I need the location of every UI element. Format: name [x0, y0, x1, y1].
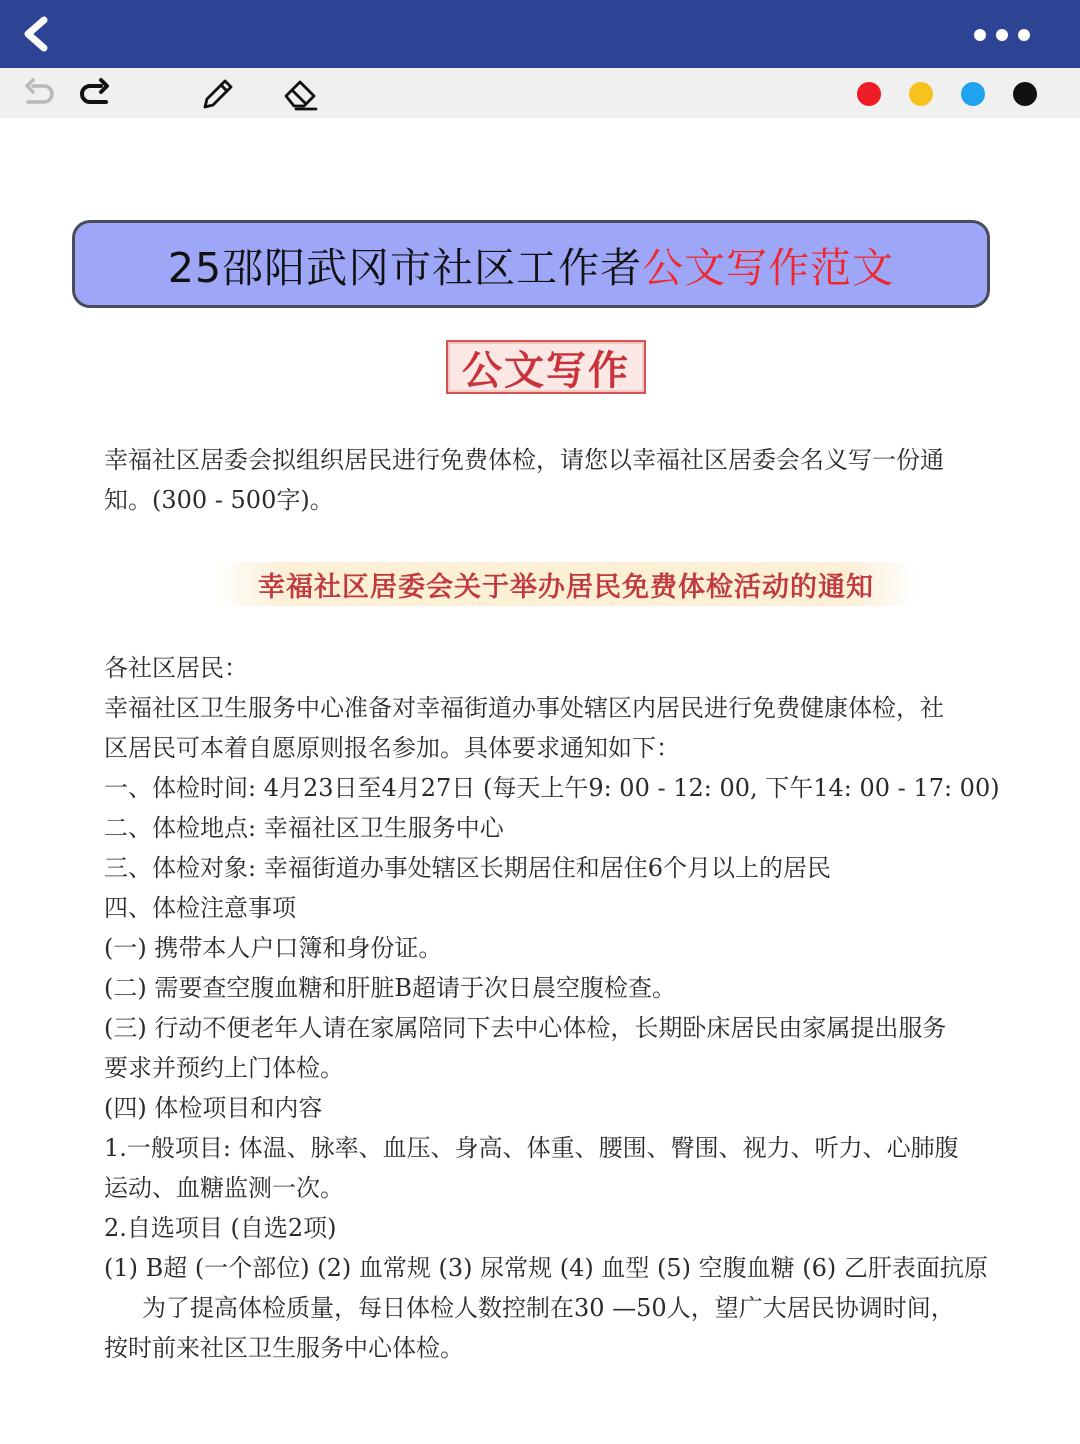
redo-button[interactable]: [78, 76, 114, 112]
notice-line: (二) 需要查空腹血糖和肝脏B超请于次日晨空腹检查。: [104, 974, 676, 1002]
redo-icon: [78, 76, 114, 112]
notice-line: 2.自选项目 (自选2项): [104, 1214, 337, 1242]
undo-button[interactable]: [20, 76, 56, 112]
title-banner: [72, 220, 990, 308]
banner-title-highlight: 公文写作范文: [642, 243, 895, 292]
notice-line: 按时前来社区卫生服务中心体检。: [104, 1334, 464, 1362]
eraser-icon: [282, 76, 318, 112]
top-nav-bar: [0, 0, 1080, 68]
notice-line: 为了提高体检质量，每日体检人数控制在30 —50人，望广大居民协调时间，: [142, 1294, 955, 1322]
notice-line: (一) 携带本人户口簿和身份证。: [104, 934, 443, 962]
notice-line: 二、体检地点: 幸福社区卫生服务中心: [104, 814, 504, 842]
banner-title: [168, 235, 894, 294]
more-dot-icon: [996, 29, 1008, 41]
pencil-icon: [198, 76, 234, 112]
color-yellow-swatch[interactable]: [909, 82, 933, 106]
notice-line: 运动、血糖监测一次。: [104, 1174, 344, 1202]
notice-line: (三) 行动不便老年人请在家属陪同下去中心体检，长期卧床居民由家属提出服务: [104, 1014, 947, 1042]
section-stamp: [446, 340, 646, 394]
notice-line: 各社区居民：: [104, 654, 248, 682]
notice-body: [104, 648, 1004, 1368]
notice-line: 三、体检对象: 幸福街道办事处辖区长期居住和居住6个月以上的居民: [104, 854, 831, 882]
question-prompt: [104, 440, 994, 520]
undo-icon: [20, 76, 56, 112]
notice-title: 幸福社区居委会关于举办居民免费体检活动的通知: [258, 571, 874, 603]
banner-title-main: 25邵阳武冈市社区工作者: [167, 243, 643, 292]
eraser-button[interactable]: [282, 76, 318, 112]
stamp-label: 公文写作: [462, 346, 630, 394]
more-dot-icon: [974, 29, 986, 41]
color-blue-swatch[interactable]: [961, 82, 985, 106]
chevron-left-icon: [14, 12, 58, 56]
notice-line: (四) 体检项目和内容: [104, 1094, 323, 1122]
notice-line: 四、体检注意事项: [104, 894, 296, 922]
notice-line: (1) B超 (一个部位) (2) 血常规 (3) 尿常规 (4) 血型 (5) 空腹血糖 (6) 乙肝表面抗原: [104, 1254, 988, 1282]
color-red-swatch[interactable]: [857, 82, 881, 106]
back-button[interactable]: [14, 12, 58, 56]
color-black-swatch[interactable]: [1013, 82, 1037, 106]
notice-line: 区居民可本着自愿原则报名参加。具体要求通知如下：: [104, 734, 680, 762]
notice-title-highlight: [214, 562, 918, 606]
notice-line: 一、体检时间: 4月23日至4月27日 (每天上午9: 00 - 12: 00, 下午14: 00 - 17: 00): [104, 774, 1000, 802]
more-options-button[interactable]: [970, 18, 1050, 50]
pencil-button[interactable]: [198, 76, 234, 112]
notice-line: 要求并预约上门体检。: [104, 1054, 344, 1082]
more-dot-icon: [1018, 29, 1030, 41]
prompt-line: 知。(300 - 500字)。: [104, 486, 334, 514]
edit-toolbar: [0, 68, 1080, 118]
notice-line: 1.一般项目: 体温、脉率、血压、身高、体重、腰围、臀围、视力、听力、心肺腹: [104, 1134, 959, 1162]
notice-line: 幸福社区卫生服务中心准备对幸福街道办事处辖区内居民进行免费健康体检，社: [104, 694, 944, 722]
prompt-line: 幸福社区居委会拟组织居民进行免费体检，请您以幸福社区居委会名义写一份通: [104, 446, 944, 474]
